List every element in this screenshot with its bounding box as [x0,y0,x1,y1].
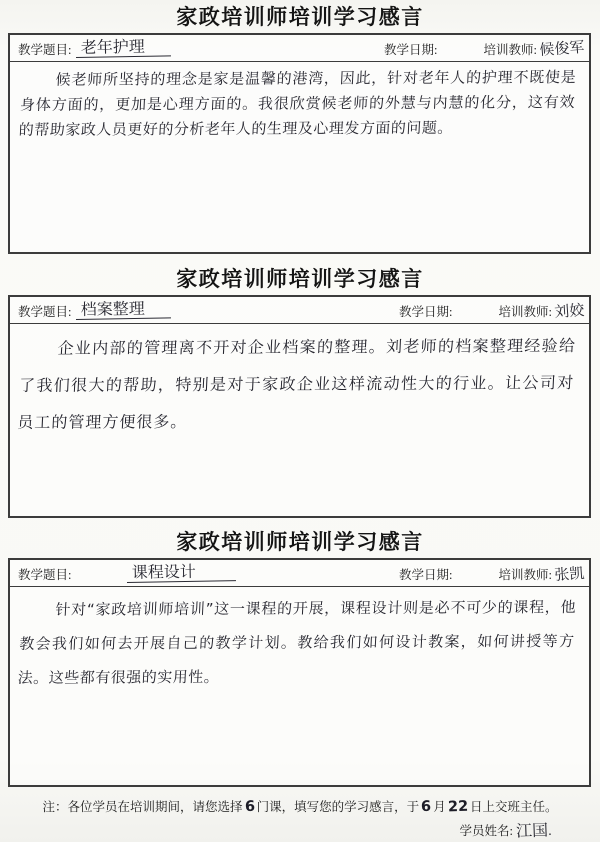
date-label: 教学日期: [399,568,453,582]
feedback-section-2 [0,266,600,518]
feedback-section-1 [0,4,600,254]
date-label: 教学日期: [384,43,438,57]
teacher-label: 培训教师: [498,568,552,582]
student-name-label: 学员姓名: [459,824,513,838]
student-name-handwritten: 江国 [515,820,549,841]
form-box [8,295,591,518]
month-label: 月 [433,800,446,814]
topic-value-handwritten: 档案整理 [76,299,171,320]
month-handwritten: 6 [420,798,432,816]
note-text: 注：各位学员在培训期间，请您选择 [42,800,243,814]
feedback-text-handwritten: 企业内部的管理离不开对企业档案的整理。刘老师的档案整理经验给了我们很大的帮助，特别是对于家政企业这样流动性大的行业。让公司对员工的管理方便很多。 [16,336,577,432]
page-title: 家政培训师培训学习感言 [176,268,424,291]
note-text: 门课，填写您的学习感言，于 [256,800,420,814]
student-name-line [460,817,552,840]
topic-label: 教学题目: [18,43,72,57]
teacher-label: 培训教师: [498,305,552,319]
courses-count-handwritten: 6 [244,798,255,816]
teacher-label: 培训教师: [483,43,537,57]
topic-value-handwritten: 课程设计 [127,562,236,583]
form-header-row [10,297,589,324]
name-period: . [548,823,552,838]
teacher-value-handwritten: 张凯 [553,563,585,584]
form-header-row [10,35,589,62]
feedback-text-handwritten: 候老师所坚持的理念是家是温馨的港湾，因此，针对老年人的护理不既使是身体方面的，更加是心理方面的。我很欣赏候老师的外慧与内慧的化分，这有效的帮助家政人员更好的分析老年人的生理及心理发方面的问题。 [18,68,577,139]
feedback-text-handwritten: 针对“家政培训师培训”这一课程的开展，课程设计则是必不可少的课程，他教会我们如何去开展自己的教学计划。教给我们如何设计教案，如何讲授等方法。这些都有很强的实用性。 [17,598,577,687]
topic-label: 教学题目: [18,568,72,582]
topic-value-handwritten: 老年护理 [76,37,171,58]
date-label: 教学日期: [399,305,453,319]
form-box [8,33,591,254]
footer-note [0,797,600,815]
form-header-row [10,560,589,587]
feedback-section-3 [0,529,600,787]
page-title: 家政培训师培训学习感言 [176,531,424,554]
teacher-value-handwritten: 刘姣 [553,300,585,321]
page-title: 家政培训师培训学习感言 [176,6,424,29]
note-text: 日上交班主任。 [469,800,558,814]
form-box [8,558,591,787]
topic-label: 教学题目: [18,305,72,319]
teacher-value-handwritten: 候俊军 [538,37,585,59]
day-handwritten: 22 [447,798,469,816]
